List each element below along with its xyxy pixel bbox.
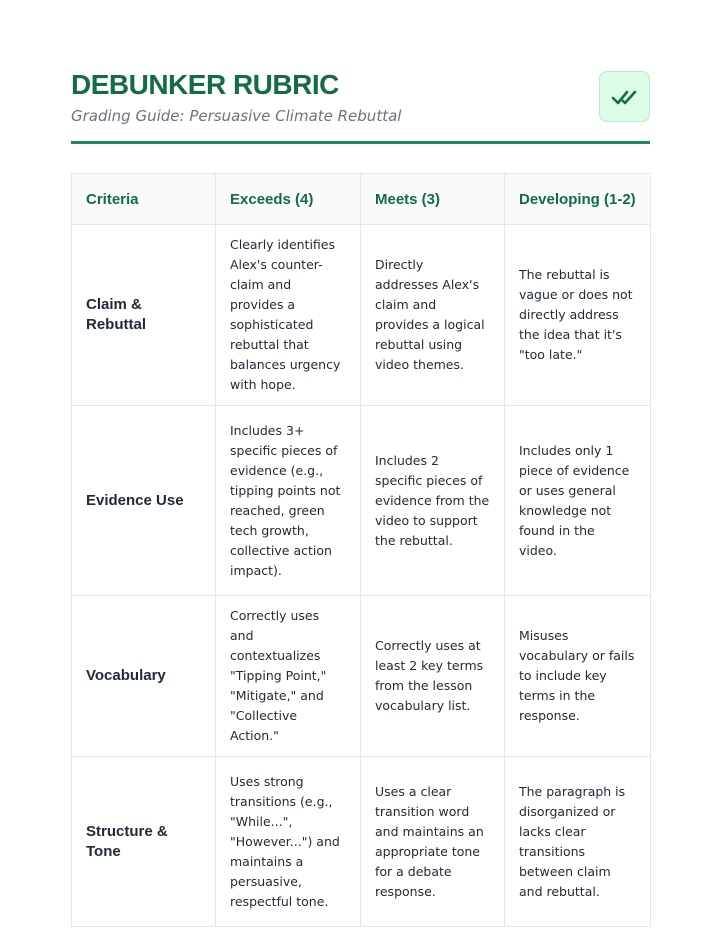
criteria-cell: Claim & Rebuttal xyxy=(72,225,216,406)
criteria-cell: Vocabulary xyxy=(72,596,216,757)
double-check-icon xyxy=(611,83,639,111)
developing-cell: Includes only 1 piece of evidence or uses general knowledge not found in the video. xyxy=(505,406,651,596)
exceeds-cell: Clearly identifies Alex's counter-claim and provides a sophisticated rebuttal that balances urgency with hope. xyxy=(216,225,361,406)
meets-cell: Includes 2 specific pieces of evidence from the video to support the rebuttal. xyxy=(361,406,505,596)
header-divider xyxy=(71,141,650,144)
table-row xyxy=(72,596,651,757)
header xyxy=(71,68,650,146)
developing-cell: Misuses vocabulary or fails to include key terms in the response. xyxy=(505,596,651,757)
column-header-criteria: Criteria xyxy=(72,174,216,225)
page-title: DEBUNKER RUBRIC xyxy=(71,69,339,100)
column-header-meets: Meets (3) xyxy=(361,174,505,225)
developing-cell: The rebuttal is vague or does not directly address the idea that it's "too late." xyxy=(505,225,651,406)
column-header-developing: Developing (1-2) xyxy=(505,174,651,225)
meets-cell: Directly addresses Alex's claim and provides a logical rebuttal using video themes. xyxy=(361,225,505,406)
criteria-cell: Structure & Tone xyxy=(72,757,216,927)
table-row xyxy=(72,406,651,596)
column-header-exceeds: Exceeds (4) xyxy=(216,174,361,225)
rubric-table xyxy=(71,173,651,927)
table-row xyxy=(72,225,651,406)
page-subtitle: Grading Guide: Persuasive Climate Rebuttal xyxy=(71,107,402,125)
meets-cell: Uses a clear transition word and maintains an appropriate tone for a debate response. xyxy=(361,757,505,927)
meets-cell: Correctly uses at least 2 key terms from the lesson vocabulary list. xyxy=(361,596,505,757)
exceeds-cell: Uses strong transitions (e.g., "While...", "However...") and maintains a persuasive, respectful tone. xyxy=(216,757,361,927)
table-header-row xyxy=(72,174,651,225)
criteria-cell: Evidence Use xyxy=(72,406,216,596)
exceeds-cell: Includes 3+ specific pieces of evidence (e.g., tipping points not reached, green tech growth, collective action impact). xyxy=(216,406,361,596)
developing-cell: The paragraph is disorganized or lacks clear transitions between claim and rebuttal. xyxy=(505,757,651,927)
exceeds-cell: Correctly uses and contextualizes "Tipping Point," "Mitigate," and "Collective Action." xyxy=(216,596,361,757)
check-badge xyxy=(599,71,650,122)
table-row xyxy=(72,757,651,927)
